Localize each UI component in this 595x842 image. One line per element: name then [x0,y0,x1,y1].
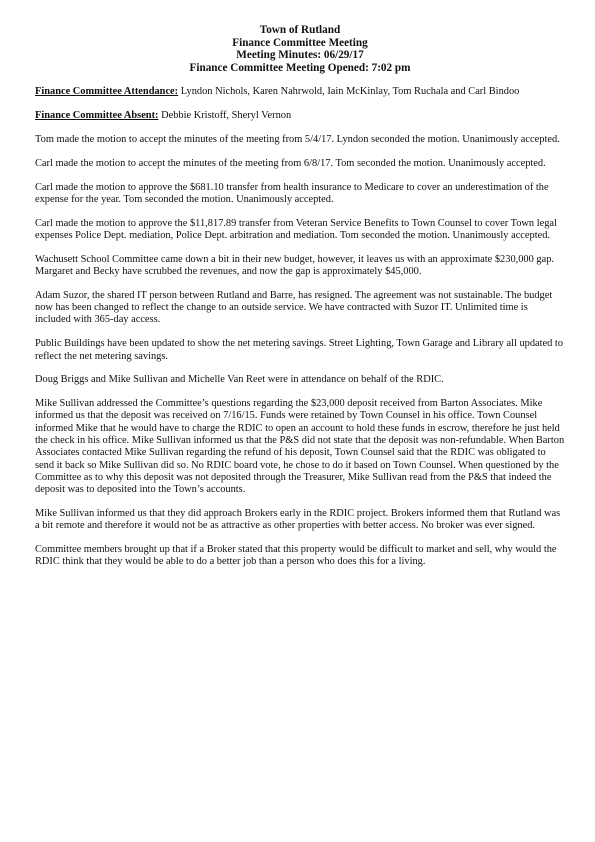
motion-minutes-0504: Tom made the motion to accept the minutes of the meeting from 5/4/17. Lyndon seconded the motion. Unanimously accepted. [35,133,560,145]
motion-medicare-transfer: Carl made the motion to approve the $681.10 transfer from health insurance to Medicare to cover an underestimation of the expense for the year. Tom seconded the motion. Unanimously accepted. [35,181,549,205]
attendance-paragraph [35,86,565,98]
motion-town-counsel-transfer: Carl made the motion to approve the $11,817.89 transfer from Veteran Service Benefits to Town Counsel to cover Town legal expenses Police Dept. mediation, Police Dept. arbitration and mediation. Tom seconded the motion. Unanimously accepted. [35,217,557,241]
it-resignation-note: Adam Suzor, the shared IT person between Rutland and Barre, has resigned. The agreement was not sustainable. The budget now has been changed to reflect the change to an outside service. We have contracted with Suzor IT. Unlimited time is included with 365-day access. [35,289,553,326]
absent-names: Debbie Kristoff, Sheryl Vernon [158,110,292,122]
absent-paragraph [35,110,565,122]
committee-broker-question: Committee members brought up that if a Broker stated that this property would be difficult to market and sell, why would the RDIC think that they would be able to do a better job than a person who does this for a living. [35,544,557,568]
absent-label: Finance Committee Absent: [35,110,159,122]
document-header [35,24,565,74]
rdic-deposit-discussion: Mike Sullivan addressed the Committee’s questions regarding the $23,000 deposit received from Barton Associates. Mike informed us that the deposit was received on 7/16/15. Funds were retained by Town Counsel in his office. Town Counsel informed Mike that he would have to charge the RDIC to open an account to hold these funds in escrow, therefore he just held the check in his office. Mike Sullivan informed us that the P&S did not state that the deposit was non-refundable. When Barton Associates contacted Mike Sullivan regarding the refund of his deposit, Town Counsel said that the RDIC was obligated to send it back so Mike Sullivan did so. No RDIC board vote, he chose to do it based on Town Counsel. When questioned by the Committee as to why this deposit was not deposited through the Treasurer, Mike Sullivan read from the P&S that indeed the deposit was to deposited into the Town’s accounts. [35,398,565,496]
wachusett-budget-note: Wachusett School Committee came down a bit in their new budget, however, it leaves us with an approximate $230,000 gap. Margaret and Becky have scrubbed the revenues, and now the gap is approximately $45,000. [35,253,555,278]
net-metering-note: Public Buildings have been updated to show the net metering savings. Street Lighting, Town Garage and Library all updated to reflect the net metering savings. [35,338,564,362]
rdic-brokers-note: Mike Sullivan informed us that they did approach Brokers early in the RDIC project. Brokers informed them that Rutland was a bit remote and therefore it would not be as attractive as other properties with better access. No broker was ever signed. [35,508,561,532]
motion-minutes-0608: Carl made the motion to accept the minutes of the meeting from 6/8/17. Tom seconded the motion. Unanimously accepted. [35,157,546,169]
attendance-names: Lyndon Nichols, Karen Nahrwold, Iain McKinlay, Tom Ruchala and Carl Bindoo [178,86,520,98]
attendance-label: Finance Committee Attendance: [35,86,179,98]
rdic-attendance-note: Doug Briggs and Mike Sullivan and Michelle Van Reet were in attendance on behalf of the RDIC. [35,374,444,386]
committee-title: Finance Committee Meeting [232,36,368,49]
meeting-opened: Finance Committee Meeting Opened: 7:02 pm [189,61,411,74]
town-title: Town of Rutland [259,24,341,36]
minutes-date: Meeting Minutes: 06/29/17 [236,49,364,62]
